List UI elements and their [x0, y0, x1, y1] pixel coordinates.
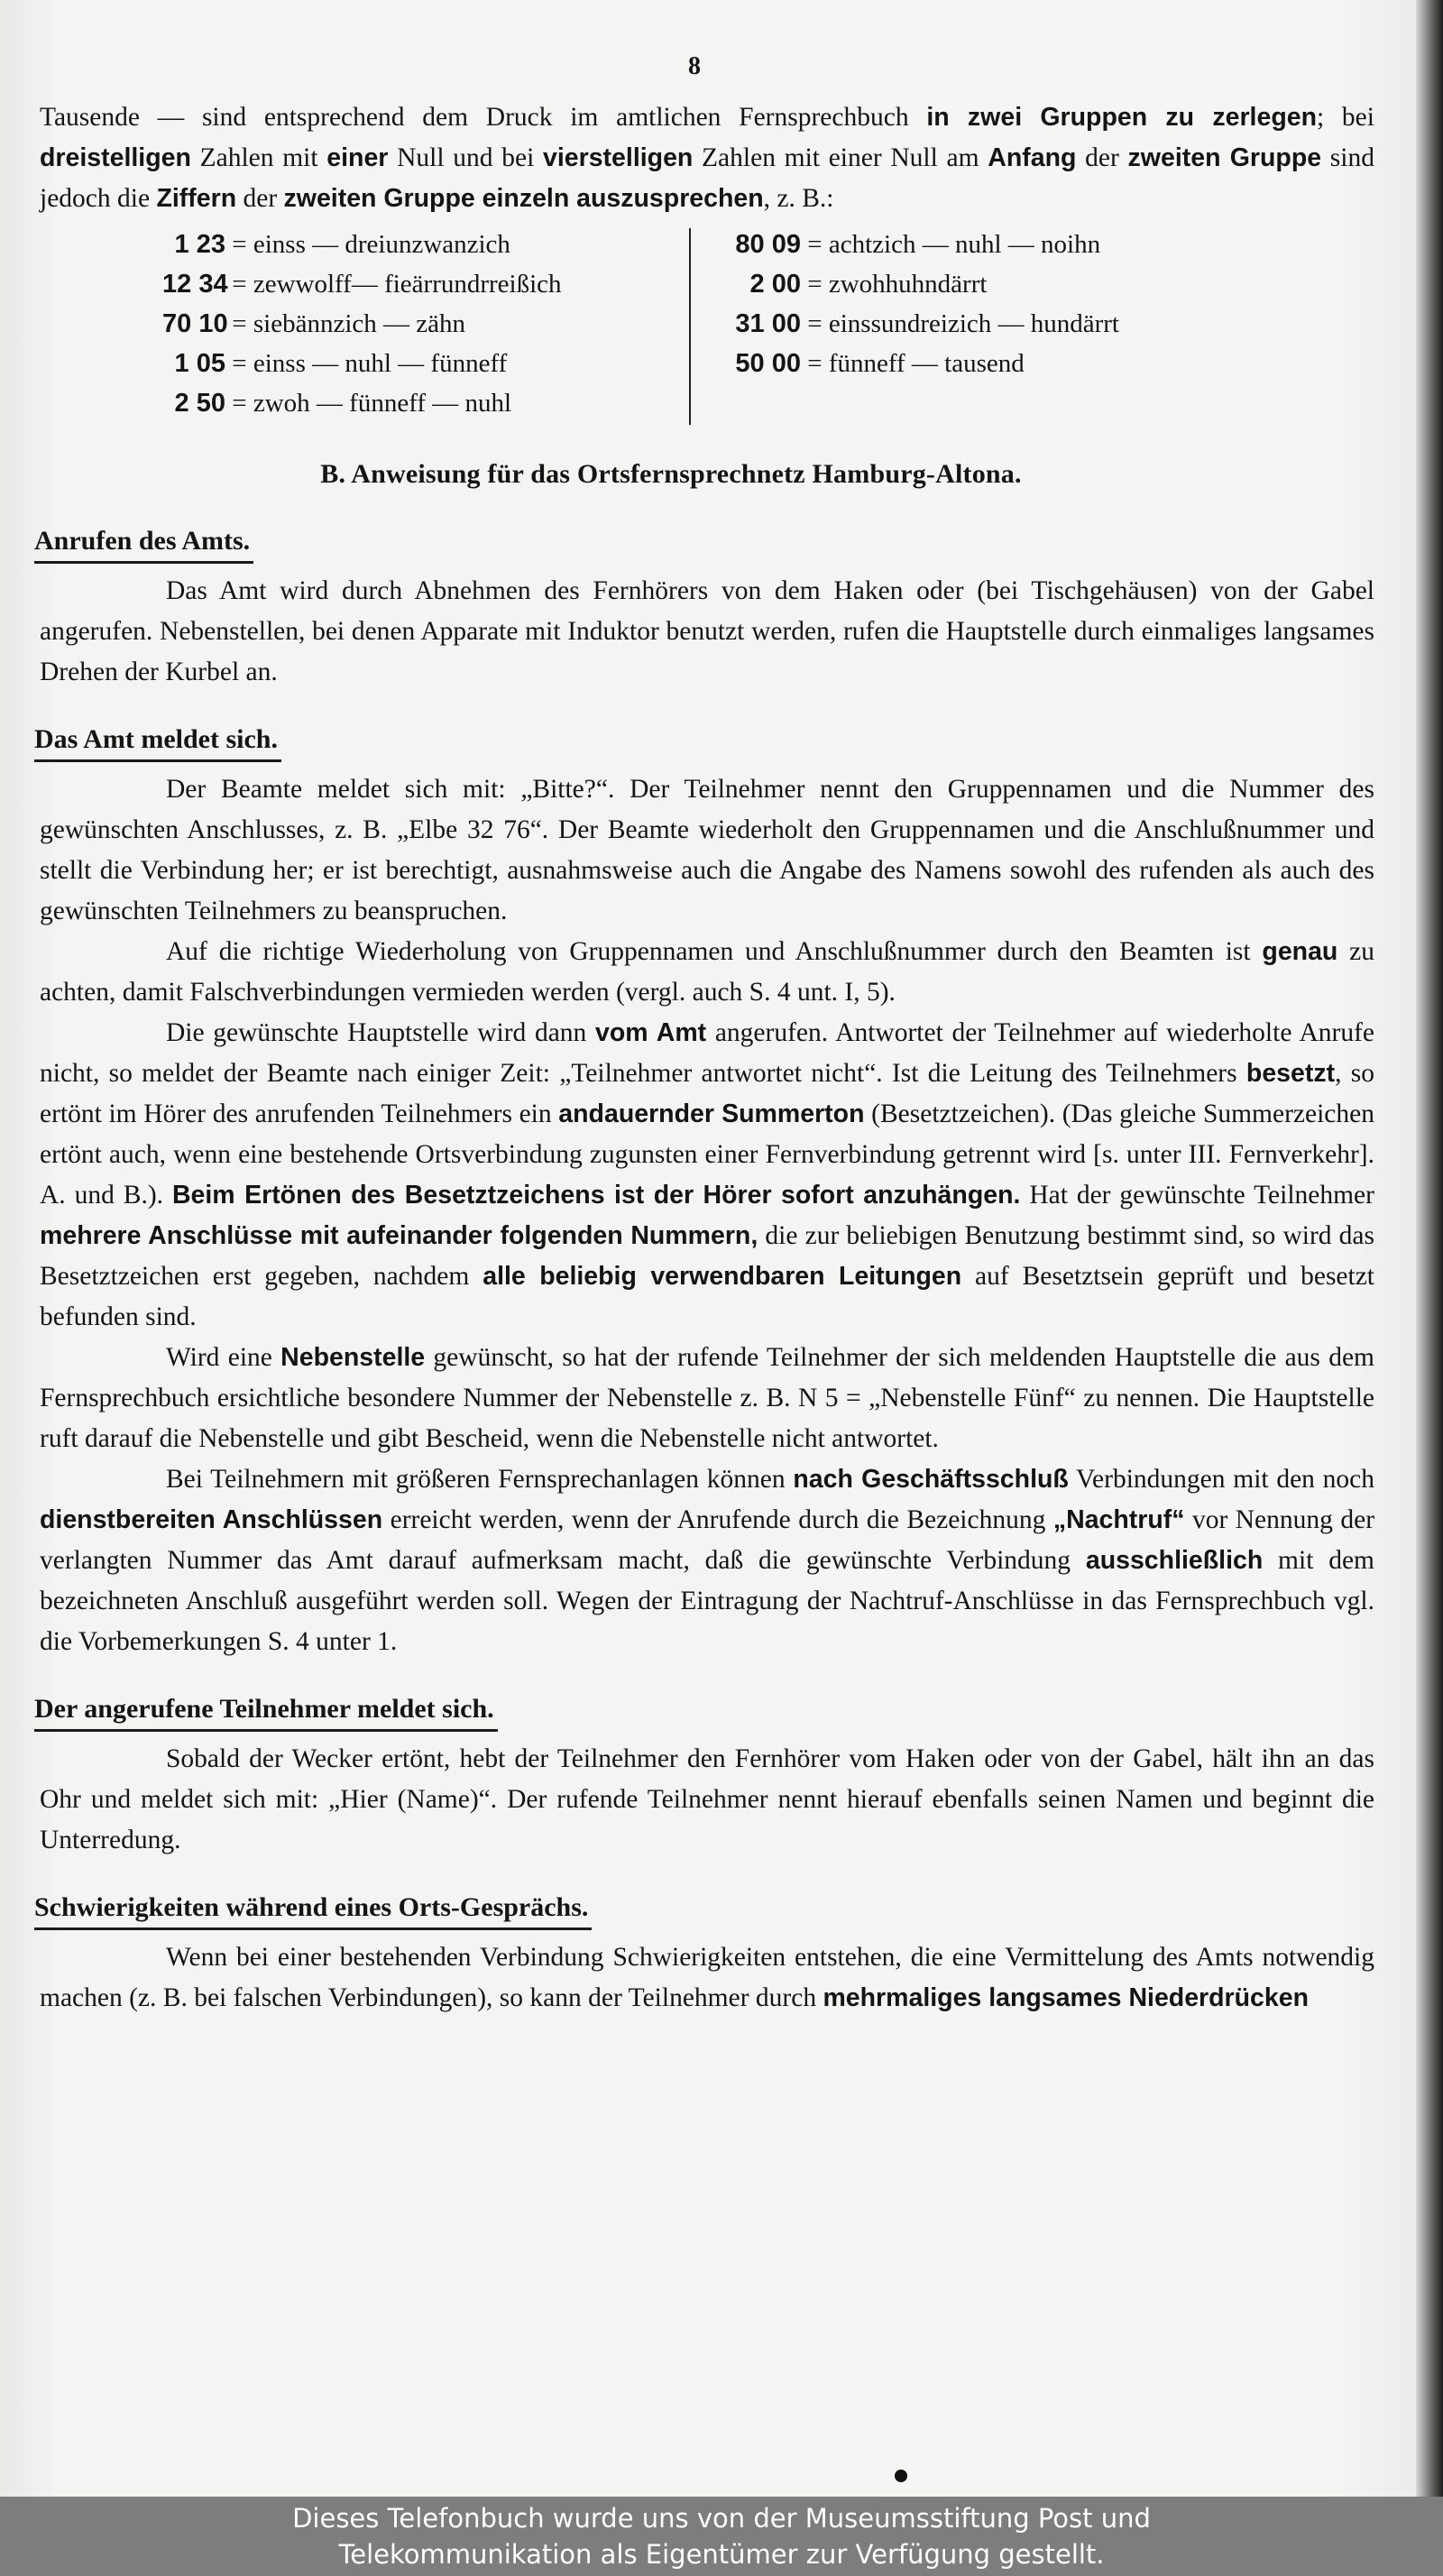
- examples-right-column: [691, 225, 1119, 427]
- footer-line-1: Dieses Telefonbuch wurde uns von der Museumsstiftung Post und: [292, 2503, 1151, 2534]
- book-spine-shadow: [1416, 0, 1443, 2497]
- example-number: 1 23: [174, 230, 225, 259]
- emphasis-text: mehrmaliges langsames Niederdrücken: [823, 1983, 1310, 2012]
- paragraph-text: mit dem bezeichneten Anschluß ausgeführt werden soll. Wegen der Eintragung der Nachtruf-Anschlüsse in das Fernsprechbuch vgl. die Vorbemerkungen S. 4 unter 1.: [40, 1546, 1374, 1656]
- emphasis-text: genau: [1262, 937, 1338, 966]
- example-number: 70 10: [162, 309, 228, 338]
- paragraph-text: vor Nennung der verlangten Nummer das Amt darauf aufmerksam macht, daß die gewünschte Verbindung: [40, 1505, 1375, 1575]
- emphasis-text: mehrere Anschlüsse mit aufeinander folgenden Nummern,: [40, 1221, 758, 1250]
- paragraph-text: Wenn bei einer bestehenden Verbindung Schwierigkeiten entstehen, die eine Vermittelung des Amts notwendig machen (z. B. bei falschen Verbindungen), so kann der Teilnehmer durch: [40, 1943, 1374, 2012]
- paragraph-text: auf Besetztsein geprüft und besetzt befunden sind.: [40, 1262, 1374, 1331]
- intro-text: Tausende — sind entsprechend dem Druck im amtlichen Fernsprechbuch: [40, 103, 927, 132]
- example-pronunciation: = siebännzich — zähn: [232, 309, 465, 338]
- number-pronunciation-examples: [40, 225, 1374, 427]
- attribution-footer: [0, 2497, 1443, 2576]
- intro-paragraph: [40, 97, 1374, 219]
- intro-text: Null und bei: [388, 143, 543, 172]
- intro-text: Zahlen mit: [190, 143, 327, 172]
- intro-text: der: [236, 184, 284, 213]
- paragraph-text: angerufen. Antwortet der Teilnehmer auf wiederholte Anrufe nicht, so meldet der Beamte nach einiger Zeit: „Teilnehmer antwortet nicht“. Ist die Leitung des Teilnehmers: [40, 1018, 1375, 1088]
- heading-schwierigkeiten: Schwierigkeiten während eines Orts-Gesprächs.: [34, 1890, 592, 1930]
- emphasis-text: alle beliebig verwendbaren Leitungen: [483, 1262, 962, 1291]
- emphasis-text: „Nachtruf“: [1052, 1505, 1185, 1534]
- emphasis-text: dienstbereiten Anschlüssen: [40, 1505, 383, 1534]
- example-pronunciation: = achtzich — nuhl — noihn: [807, 230, 1101, 259]
- example-pronunciation: = zwohhuhndärrt: [807, 270, 988, 299]
- emphasis-text: ausschließlich: [1085, 1546, 1264, 1575]
- example-pronunciation: = einss — nuhl — fünneff: [232, 349, 508, 378]
- page-number: 8: [688, 52, 701, 80]
- example-pronunciation: = zewwolff— fieärrundrreißich: [232, 270, 562, 299]
- intro-bold: Ziffern: [156, 184, 237, 213]
- example-row: [162, 304, 689, 344]
- intro-bold: vierstelligen: [543, 143, 694, 172]
- page-content: [34, 97, 1375, 2019]
- emphasis-text: nach Geschäftsschluß: [793, 1465, 1069, 1494]
- intro-bold: Anfang: [988, 143, 1077, 172]
- examples-left-column: [40, 225, 689, 427]
- example-row: [162, 264, 689, 304]
- print-dot: [895, 2470, 907, 2482]
- paragraph-text: Bei Teilnehmern mit größeren Fernsprechanlagen können: [166, 1465, 794, 1494]
- intro-text: der: [1076, 143, 1128, 172]
- section-b-title: B. Anweisung für das Ortsfernsprechnetz Hamburg-Altona.: [320, 459, 1022, 489]
- footer-line-2: Telekommunikation als Eigentümer zur Verfügung gestellt.: [338, 2539, 1105, 2570]
- example-number: 31 00: [735, 309, 801, 338]
- paragraph-text: Hat der gewünschte Teilnehmer: [1020, 1181, 1374, 1210]
- example-pronunciation: = einssundreizich — hundärrt: [807, 309, 1119, 338]
- example-row: [162, 225, 689, 264]
- paragraph-text: Die gewünschte Hauptstelle wird dann: [166, 1018, 595, 1047]
- example-number: 2 50: [174, 389, 225, 418]
- paragraph-text: , so ertönt im Hörer des anrufenden Teilnehmers ein: [40, 1059, 1375, 1128]
- paragraph: Sobald der Wecker ertönt, hebt der Teilnehmer den Fernhörer vom Haken oder von der Gabel, hält ihn an das Ohr und meldet sich mit: „Hier (Name)“. Der rufende Teilnehmer nennt hierauf ebenfalls seinen Namen und beginnt die Unterredung.: [40, 1744, 1374, 1854]
- example-pronunciation: = einss — dreiunzwanzich: [232, 230, 510, 259]
- emphasis-text: Beim Ertönen des Besetztzeichens ist der Hörer sofort anzuhängen.: [171, 1181, 1021, 1210]
- paragraph-text: die zur beliebigen Benutzung bestimmt sind, so wird das Besetztzeichen erst gegeben, nachdem: [40, 1221, 1374, 1291]
- emphasis-text: vom Amt: [594, 1018, 707, 1047]
- paragraph: [40, 1937, 1374, 2019]
- paragraph-text: Wird eine: [166, 1343, 281, 1372]
- intro-text: , z. B.:: [763, 184, 834, 213]
- paragraph: Das Amt wird durch Abnehmen des Fernhörers von dem Haken oder (bei Tischgehäusen) von der Gabel angerufen. Nebenstellen, bei denen Apparate mit Induktor benutzt werden, rufen die Hauptstelle durch einmaliges langsames Drehen der Kurbel an.: [40, 576, 1374, 686]
- example-row: [731, 264, 1119, 304]
- heading-anrufen-des-amts: Anrufen des Amts.: [34, 523, 253, 564]
- example-number: 50 00: [735, 349, 801, 378]
- paragraph-text: Auf die richtige Wiederholung von Gruppennamen und Anschlußnummer durch den Beamten ist: [166, 937, 1263, 966]
- paragraph-text: gewünscht, so hat der rufende Teilnehmer der sich meldenden Hauptstelle die aus dem Fernsprechbuch ersichtliche besondere Nummer der Nebenstelle z. B. N 5 = „Nebenstelle Fünf“ zu nennen. Die Hauptstelle ruft darauf die Nebenstelle und gibt Bescheid, wenn die Nebenstelle nicht antwortet.: [40, 1343, 1374, 1453]
- example-number: 12 34: [162, 270, 228, 299]
- example-number: 2 00: [749, 270, 801, 299]
- paragraph-text: Verbindungen mit den noch: [1068, 1465, 1375, 1494]
- intro-bold: zweiten Gruppe: [1127, 143, 1322, 172]
- paragraph-text: zu achten, damit Falschverbindungen vermieden werden (vergl. auch S. 4 unt. I, 5).: [40, 937, 1375, 1007]
- example-row: [731, 304, 1119, 344]
- example-row: [162, 383, 689, 423]
- intro-text: sind jedoch die: [40, 143, 1374, 213]
- example-pronunciation: = zwoh — fünneff — nuhl: [232, 389, 512, 418]
- example-pronunciation: = fünneff — tausend: [807, 349, 1025, 378]
- emphasis-text: besetzt: [1245, 1059, 1336, 1088]
- paragraph: [40, 1459, 1374, 1662]
- example-row: [731, 225, 1119, 264]
- example-number: 80 09: [735, 230, 801, 259]
- intro-bold: in zwei Gruppen zu zerlegen: [926, 103, 1317, 132]
- heading-amt-meldet-sich: Das Amt meldet sich.: [34, 722, 281, 762]
- heading-angerufene-teilnehmer: Der angerufene Teilnehmer meldet sich.: [34, 1691, 498, 1732]
- intro-text: Zahlen mit einer Null am: [693, 143, 988, 172]
- paragraph: [40, 932, 1374, 1013]
- example-row: [162, 344, 689, 383]
- paragraph-text: erreicht werden, wenn der Anrufende durch die Bezeichnung: [382, 1505, 1053, 1534]
- paragraph: Der Beamte meldet sich mit: „Bitte?“. Der Teilnehmer nennt den Gruppennamen und die Nummer des gewünschten Anschlusses, z. B. „Elbe 32 76“. Der Beamte wiederholt den Gruppennamen und die Anschlußnummer und stellt die Verbindung her; er ist berechtigt, ausnahmsweise auch die Angabe des Namens sowohl des rufenden als auch des gewünschten Teilnehmers zu beanspruchen.: [40, 775, 1374, 925]
- example-row: [731, 344, 1119, 383]
- example-number: 1 05: [174, 349, 225, 378]
- emphasis-text: Nebenstelle: [280, 1343, 426, 1372]
- intro-bold: einer: [326, 143, 389, 172]
- paragraph-text: (Besetztzeichen). (Das gleiche Summerzeichen ertönt auch, wenn eine bestehende Ortsverbindung zugunsten einer Fernverbindung getrennt wird [s. unter III. Fernverkehr]. A. und B.).: [40, 1099, 1374, 1210]
- intro-text: ; bei: [1317, 103, 1374, 132]
- paragraph: [40, 1338, 1374, 1459]
- intro-bold: dreistelligen: [40, 143, 191, 172]
- intro-bold: zweiten Gruppe einzeln auszusprechen: [283, 184, 764, 213]
- emphasis-text: andauernder Summerton: [558, 1099, 865, 1128]
- paragraph: [40, 1013, 1374, 1338]
